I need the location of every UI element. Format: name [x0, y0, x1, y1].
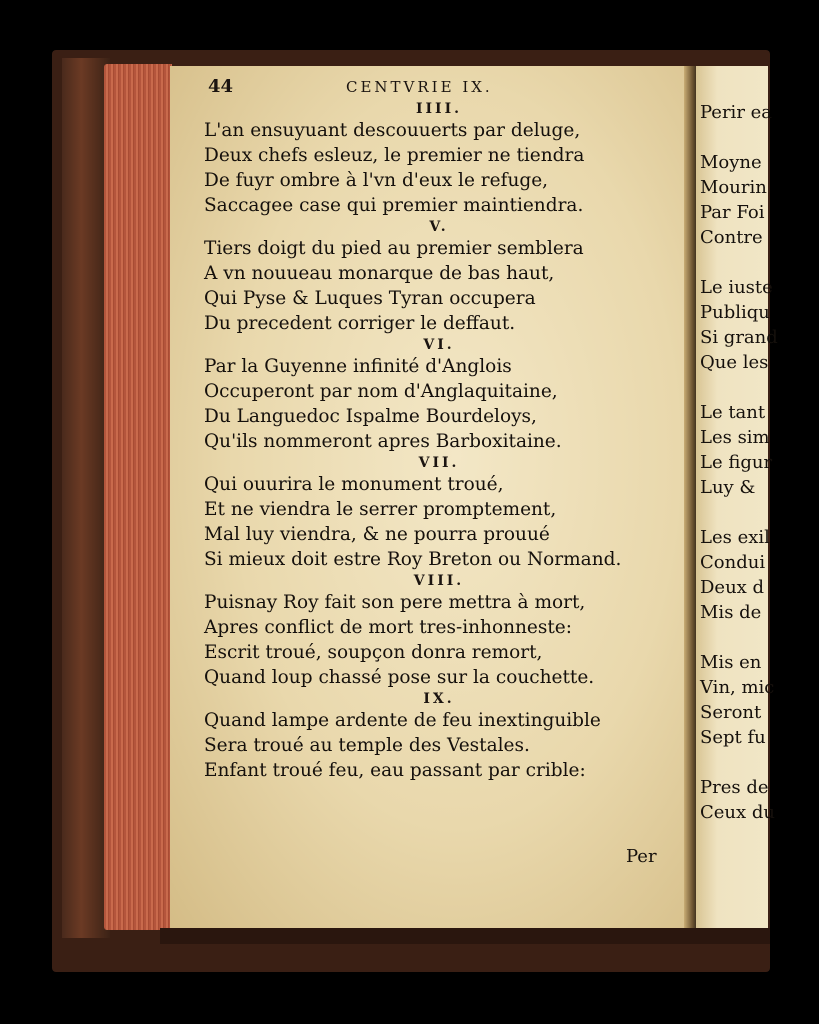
right-line: Moyne [700, 152, 762, 173]
quatrain [204, 100, 674, 218]
right-gap [700, 375, 770, 400]
quatrain [204, 218, 674, 336]
right-line: Contre [700, 227, 763, 248]
quatrain-number: IIII. [415, 101, 463, 117]
right-line: Le iuste [700, 277, 773, 298]
right-line: Sept fu [700, 727, 766, 748]
quatrain [204, 336, 674, 454]
quatrain [204, 690, 674, 783]
right-gap [700, 500, 770, 525]
verse-line: Enfant troué feu, eau passant par crible: [204, 760, 586, 781]
right-line: Le tant [700, 402, 766, 423]
right-line: Mourin [700, 177, 767, 198]
quatrain [204, 572, 674, 690]
verse-line: Par la Guyenne infinité d'Anglois [204, 356, 512, 377]
verse-line: A vn nouueau monarque de bas haut, [204, 263, 555, 284]
verse-line: L'an ensuyuant descouuerts par deluge, [204, 120, 581, 141]
right-line: Que les [700, 352, 769, 373]
right-gap [700, 125, 770, 150]
right-line: Ceux du [700, 802, 776, 823]
right-line: Mis de [700, 602, 762, 623]
verse-line: Du Languedoc Ispalme Bourdeloys, [204, 406, 537, 427]
verse-line: Occuperont par nom d'Anglaquitaine, [204, 381, 558, 402]
book-spine [62, 58, 110, 938]
right-line: Luy & [700, 477, 756, 498]
right-line: Le figur [700, 452, 773, 473]
verse-line: Sera troué au temple des Vestales. [204, 735, 530, 756]
verse-line: Puisnay Roy fait son pere mettra à mort, [204, 592, 586, 613]
verse-line: De fuyr ombre à l'vn d'eux le refuge, [204, 170, 549, 191]
verse-line: Saccagee case qui premier maintiendra. [204, 195, 584, 216]
verse-line: Mal luy viendra, & ne pourra prouué [204, 524, 550, 545]
page-edges [104, 64, 172, 930]
right-gap [700, 625, 770, 650]
catchword: Per [626, 846, 657, 867]
right-line: Perir ea [700, 102, 773, 123]
right-gap [700, 750, 770, 775]
page-number: 44 [208, 76, 234, 97]
quatrain [204, 454, 674, 572]
right-line: Les exil [700, 527, 770, 548]
page-header [208, 76, 668, 96]
right-line: Par Foi [700, 202, 765, 223]
quatrain-number: VI. [423, 337, 455, 353]
verse-line: Apres conflict de mort tres-inhonneste: [204, 617, 572, 638]
verse-line: Quand lampe ardente de feu inextinguible [204, 710, 601, 731]
verse-line: Qui ouurira le monument troué, [204, 474, 504, 495]
verse-line: Quand loup chassé pose sur la couchette. [204, 667, 595, 688]
verse-line: Si mieux doit estre Roy Breton ou Normand. [204, 549, 622, 570]
verse-line: Escrit troué, soupçon donra remort, [204, 642, 543, 663]
right-line: Publiqu [700, 302, 770, 323]
verse-line: Et ne viendra le serrer promptement, [204, 499, 557, 520]
verse-line: Du precedent corriger le deffaut. [204, 313, 516, 334]
verse-line: Qu'ils nommeront apres Barboxitaine. [204, 431, 562, 452]
right-line: Pres de [700, 777, 769, 798]
right-line: Si grand [700, 327, 778, 348]
verse-line: Tiers doigt du pied au premier semblera [204, 238, 584, 259]
verse-line: Qui Pyse & Luques Tyran occupera [204, 288, 536, 309]
running-title: CENTVRIE IX. [346, 78, 493, 96]
right-line: Vin, mic [700, 677, 775, 698]
right-line: Seront [700, 702, 762, 723]
quatrain-number: V. [429, 219, 449, 235]
quatrain-number: VII. [418, 455, 460, 471]
right-page-text [700, 100, 778, 825]
verse-line: Deux chefs esleuz, le premier ne tiendra [204, 145, 585, 166]
right-gap [700, 250, 770, 275]
right-line: Les sim [700, 427, 770, 448]
quatrain-number: VIII. [413, 573, 465, 589]
right-line: Mis en [700, 652, 762, 673]
right-line: Condui [700, 552, 766, 573]
bottom-board [160, 928, 770, 944]
quatrain-text [204, 100, 674, 783]
quatrain-number: IX. [423, 691, 455, 707]
right-line: Deux d [700, 577, 765, 598]
